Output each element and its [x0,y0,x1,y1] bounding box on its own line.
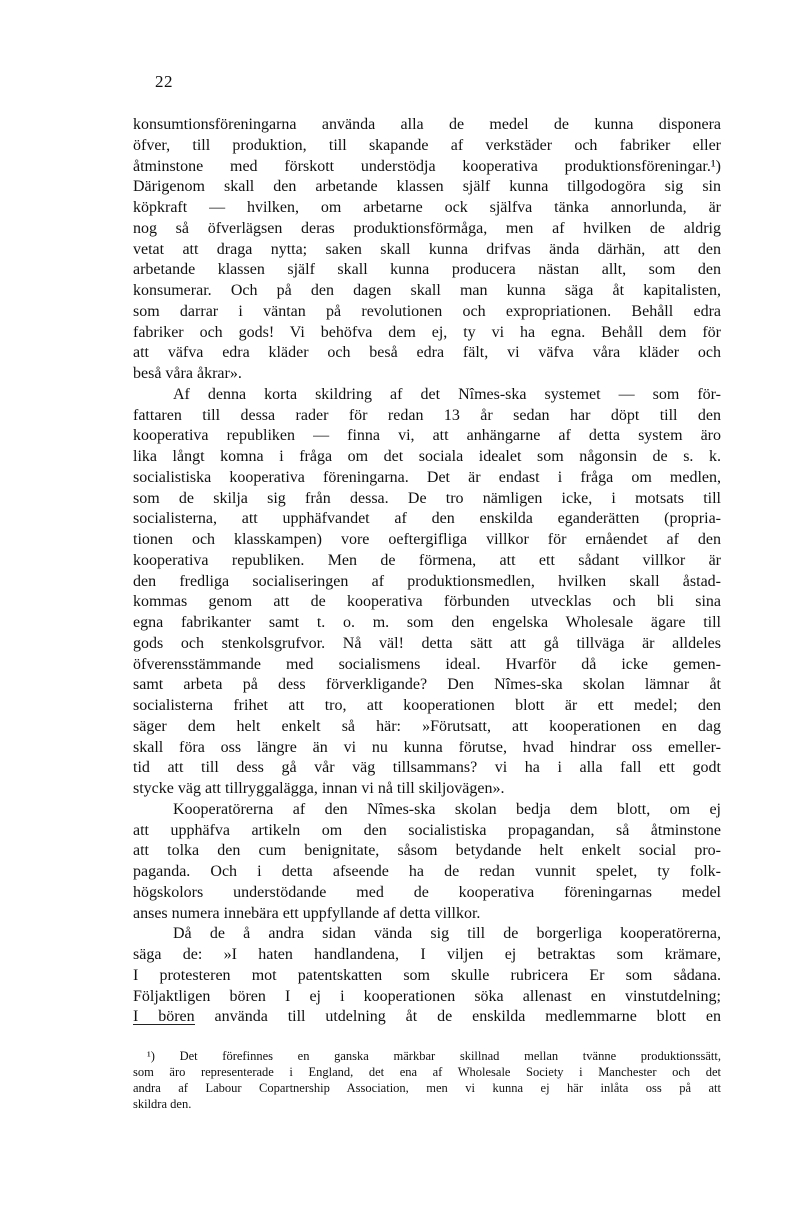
text-line: som darrar i väntan på revolutionen och expropriationen. Behåll edra [133,302,721,320]
text-line: åtminstone med förskott understödja kooperativa produktionsföreningar.¹) [133,157,721,175]
paragraph-start-line: Kooperatörerna af den Nîmes-ska skolan bedja dem blott, om ej [173,800,721,818]
text-line: kommas genom att de kooperativa förbunden utvecklas och bli sina [133,593,721,611]
text-line: som de skilja sig från dessa. De tro nämligen icke, i motsats till [133,489,721,507]
text-line: paganda. Och i detta afseende ha de redan vunnit spelet, ty folk- [133,863,721,880]
text-line: att väfva edra kläder och beså edra fält, vi väfva våra kläder och [133,344,721,362]
text-line: arbetande klassen själf skall kunna producera nästan allt, som den [133,261,721,279]
text-line: fattaren till dessa rader för redan 13 år sedan har döpt till den [133,406,721,424]
text-line: gods och stenkolsgrufvor. Nå väl! detta sätt att gå tillväga är alldeles [133,634,721,652]
text-line: högskolors understödande med de kooperativa föreningarnas medel [133,883,721,901]
text-line: samt arbeta på dess förverkligande? Den Nîmes-ska skolan lämnar åt [133,676,721,694]
text-line: öfverensstämmande med socialismens ideal. Hvarför då icke gemen- [133,655,721,673]
text-line: säger dem helt enkelt så här: »Förutsatt, att kooperationen en dag [133,717,721,735]
text-line: öfver, till produktion, till skapande af verkstäder och fabriker eller [133,136,721,154]
text-line: socialistiska kooperativa föreningarna. Det är endast i fråga om medlen, [133,468,721,486]
text-line: att upphäfva artikeln om den socialistiska propagandan, så åtminstone [133,821,721,839]
text-line: egna fabrikanter samt t. o. m. som den engelska Wholesale ägare till [133,614,721,631]
page-number: 22 [155,72,173,91]
text-line: lika långt komna i fråga om det sociala idealet som någonsin de s. k. [133,448,721,465]
text-line: den fredliga socialiseringen af produktionsmedlen, hvilken skall åstad- [133,572,721,590]
footnote-line: ¹) Det förefinnes en ganska märkbar skillnad mellan tvänne produktionssätt, [147,1049,721,1063]
text-line: konsumerar. Och på den dagen skall man kunna säga åt kapitalisten, [133,282,721,299]
text-line: nog så öfverlägsen deras produktionsförmåga, men af hvilken de aldrig [133,219,721,237]
text-line: tionen och klasskampen) vore oeftergifliga villkor för ernåendet af den [133,531,721,548]
text-line: konsumtionsföreningarna använda alla de medel de kunna disponera [133,116,721,133]
text-line: tid att till dess gå vår väg tillsammans? vi ha i alla fall ett godt [133,759,721,777]
text-line: anses numera innebära ett uppfyllande af detta villkor. [133,904,481,922]
body-text [133,115,721,1028]
paragraph-start-line: Då de å andra sidan vända sig till de borgerliga kooperatörerna, [173,925,721,943]
text-line: stycke väg att tillryggalägga, innan vi nå till skiljovägen». [133,780,505,797]
text-line: kooperativa republiken. Men de förmena, att ett sådant villkor är [133,551,721,569]
text-line: vetat att draga nytta; saken skall kunna drifvas ända därhän, att den [133,240,721,258]
text-line: beså våra åkrar». [133,365,242,382]
footnote-block [133,1048,721,1112]
footnote-line: skildra den. [133,1097,192,1111]
text-line: socialisterna, att upphäfvandet af den enskilda eganderätten (propria- [133,510,721,528]
text-line: I protesteren mot patentskatten som skulle rubricera Er som sådana. [133,966,721,984]
paragraph-start-line: Af denna korta skildring af det Nîmes-ska systemet — som för- [173,385,721,403]
footnote-divider [133,1024,195,1025]
text-line: Därigenom skall den arbetande klassen själf kunna tillgodogöra sig sin [133,178,721,196]
footnote-line: som äro representerade i England, det ena af Wholesale Society i Manchester och det [133,1065,721,1079]
text-line: skall föra oss längre än vi nu kunna förutse, hvad hindrar oss emeller- [133,738,721,756]
text-line: socialisterna frihet att tro, att kooperationen blott är ett medel; den [133,697,721,714]
text-line: köpkraft — hvilken, om arbetarne ock själfva tänka annorlunda, är [133,199,721,216]
text-line: säga de: »I haten handlandena, I viljen ej betraktas som krämare, [133,946,721,963]
text-line: fabriker och gods! Vi behöfva dem ej, ty vi ha egna. Behåll dem för [133,323,721,341]
text-line: Följaktligen bören I ej i kooperationen söka allenast en vinstutdelning; [133,987,721,1005]
text-line: I bören använda till utdelning åt de enskilda medlemmarne blott en [133,1008,721,1026]
footnote-line: andra af Labour Copartnership Association, men vi kunna ej här inlåta oss på att [133,1081,721,1095]
text-line: att tolka den cum benignitate, såsom betydande helt enkelt social pro- [133,842,721,860]
text-line: kooperativa republiken — finna vi, att anhängarne af detta system äro [133,427,721,445]
